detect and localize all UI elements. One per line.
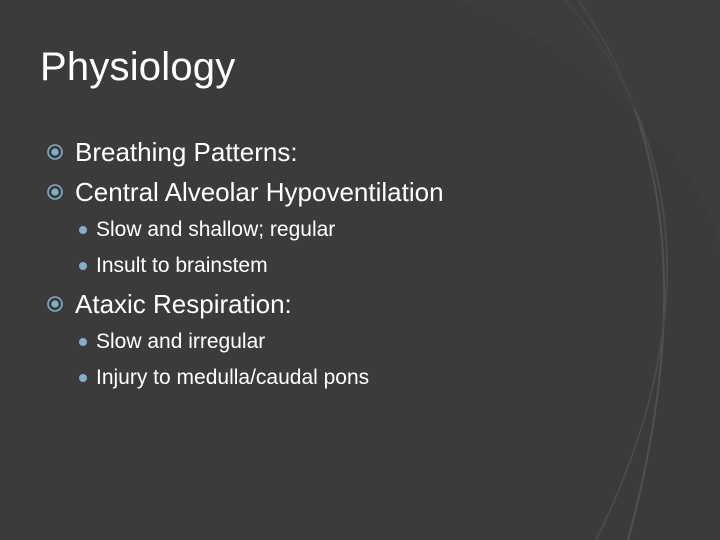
slide-title: Physiology [40,45,236,89]
bullet-list [46,132,646,396]
sub-bullet-item [79,248,646,284]
bullet-text: Central Alveolar Hypoventilation [75,176,444,207]
sub-bullet-text: Injury to medulla/caudal pons [96,366,370,389]
sub-bullet-text: Insult to brainstem [96,254,268,277]
bullet-item [46,284,646,324]
bullet-text: Ataxic Respiration: [75,288,292,319]
sub-bullet-item [79,360,646,396]
sub-bullet-item [79,324,646,360]
filled-circle-bullet-icon [79,226,87,234]
filled-circle-bullet-icon [79,262,87,270]
circled-dot-icon [46,295,64,313]
bullet-item [46,172,646,212]
sub-bullet-item [79,212,646,248]
filled-circle-bullet-icon [79,338,87,346]
bullet-item [46,132,646,172]
sub-bullet-text: Slow and irregular [96,330,266,353]
circled-dot-icon [46,183,64,201]
sub-bullet-text: Slow and shallow; regular [96,218,336,241]
bullet-text: Breathing Patterns: [75,136,298,167]
circled-dot-icon [46,143,64,161]
filled-circle-bullet-icon [79,374,87,382]
